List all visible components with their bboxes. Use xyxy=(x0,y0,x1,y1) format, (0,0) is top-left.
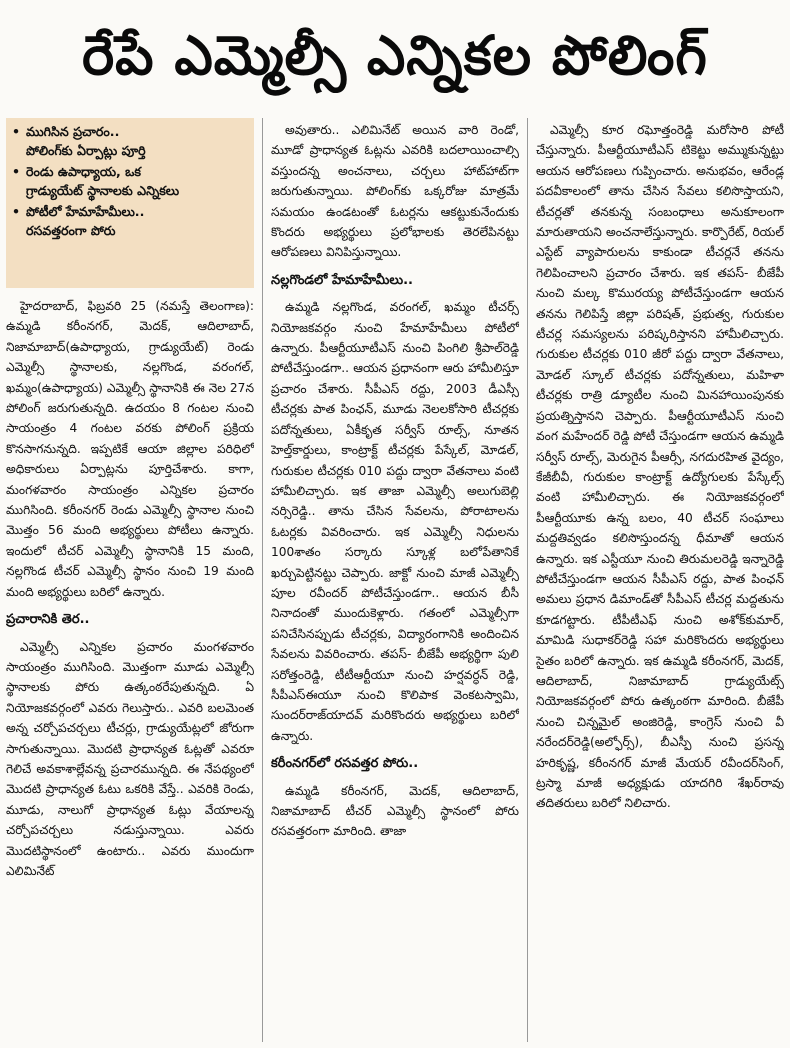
paragraph: ఉమ్మడి నల్లగొండ, వరంగల్, ఖమ్మం టీచర్స్ నియోజకవర్గం నుంచి హేమాహేమీలు పోటీలో ఉన్నారు. పీఆర్టీయూటీఎస్ నుంచి పింగిలి శ్రీపాల్‌రెడ్డి పోటీచేస్తుండగా.. ఆయన ప్రధానంగా ఆరు హామీలిస్తూ ప్రచారం చేశారు. సీపీఎస్ రద్దు, 2003 డీఎస్సీ టీచర్లకు పాత పింఛన్, మూడు నెలలకోసారి టీచర్లకు పదోన్నతులు, ఏకీకృత సర్వీస్ రూల్స్, నూతన హెల్త్‌కార్డులు, కాంట్రాక్ట్ టీచర్లకు పేస్కేల్, మోడల్, గురుకుల టీచర్లకు 010 పద్దు ద్వారా వేతనాలు వంటి హామీలిచ్చారు. ఇక తాజా ఎమ్మెల్సీ అలుగుబెల్లి నర్సిరెడ్డి.. తాను చేసిన సేవలను, పోరాటాలను ఓటర్లకు వివరించారు. ఇక ఎమ్మెల్సీ నిధులను 100శాతం సర్కారు స్కూళ్ల బలోపేతానికే ఖర్చుపెట్టినట్టు చెప్పారు. జాక్టో నుంచి మాజీ ఎమ్మెల్సీ పూల రవీందర్ పోటీచేస్తుండగా.. ఆయన బీసీ నినాదంతో ముందుకెళ్లారు. గతంలో ఎమ్మెల్సీగా పనిచేసినప్పుడు టీచర్లకు, విద్యారంగానికి అందించిన సేవలను వివరించారు. తపస్- బీజేపీ అభ్యర్థిగా పులి సరోత్తంరెడ్డి, టీటీఆర్టీయూ నుంచి హర్షవర్ధన్ రెడ్డి, సీపీఎస్‌ఈయూ నుంచి కొలిపాక వెంకటస్వామి, సుందర్‌రాజ్‌యాదవ్ మరికొందరు అభ్యర్థులు బరిలో ఉన్నారు. xyxy=(271,300,519,743)
paragraph: హైదరాబాద్, ఫిబ్రవరి 25 (నమస్తే తెలంగాణ): ఉమ్మడి కరీంనగర్, మెదక్, ఆదిలాబాద్, నిజామాబాద్(ఉపాధ్యాయ, గ్రాడ్యుయేట్) రెండు ఎమ్మెల్సీ స్థానాలకు, నల్లగొండ, వరంగల్, ఖమ్మం(ఉపాధ్యాయ) ఎమ్మెల్సీ స్థానానికి ఈ నెల 27న పోలింగ్ జరుగుతున్నది. ఉదయం 8 గంటల నుంచి సాయంత్రం 4 గంటల వరకు పోలింగ్ ప్రక్రియ కొనసాగనున్నది. ఇప్పటికే ఆయా జిల్లాల పరిధిలో అధికారులు ఏర్పాట్లను పూర్తిచేశారు. కాగా, మంగళవారం సాయంత్రం ఎన్నికల ప్రచారం ముగిసింది. కరీంనగర్ రెండు ఎమ్మెల్సీ స్థానాల నుంచి మొత్తం 56 మంది అభ్యర్థులు పోటీలు ఉన్నారు. ఇందులో టీచర్ ఎమ్మెల్సీ స్థానానికి 15 మంది, నల్లగొండ టీచర్ ఎమ్మెల్సీ స్థానం నుంచి 19 మంది మంది అభ్యర్థులు బరిలో ఉన్నారు. xyxy=(6,299,254,599)
highlight-line: పోలింగ్‌కు ఏర్పాట్లు పూర్తి xyxy=(26,143,146,158)
highlight-line: రెండు ఉపాధ్యాయ, ఒక xyxy=(26,164,141,179)
highlight-item xyxy=(12,122,248,160)
highlights-box xyxy=(6,118,254,288)
subheading: నల్లగొండలో హేమాహేమీలు.. xyxy=(271,272,413,288)
bullet-icon: • xyxy=(12,124,21,139)
column-1 xyxy=(6,296,254,1042)
highlight-item xyxy=(12,162,248,200)
highlight-line: గ్రాడ్యుయేట్ స్థానాలకు ఎన్నికలు xyxy=(26,183,180,198)
paragraph: ఎమ్మెల్సీ కూర రఘోత్తంరెడ్డి మరోసారి పోటీ చేస్తున్నారు. పీఆర్టీయూటీఎస్ టికెట్టు అమ్ముకున్నట్టు ఆయన ఆరోపణలు గుప్పించారు. అనుభవం, ఆరేండ్ల పదవీకాలంలో తాను చేసిన సేవలు కలిసొస్తాయని, టీచర్లతో తనకున్న సంబంధాలు అనుకూలంగా మారుతాయని అంచనాలేస్తున్నారు. కార్పొరేట్, రియల్ ఎస్టేట్ వ్యాపారులను కాకుండా టీచర్లనే తనను గెలిపించాలని ప్రచారం చేశారు. ఇక తపస్- బీజేపీ నుంచి మల్క కొమురయ్య పోటీచేస్తుండగా ఆయన తనను గెలిపిస్తే జిల్లా పరిషత్, ప్రభుత్వ, గురుకుల టీచర్ల సమస్యలను పరిష్కరిస్తానని హామీలిచ్చారు. గురుకుల టీచర్లకు 010 జీరో పద్దు ద్వారా వేతనాలు, మోడల్ స్కూల్ టీచర్లకు పదోన్నతులు, మహిళా టీచర్లకు రాత్రి డ్యూటీల నుంచి మినహాయింపునకు ప్రయత్నిస్తానని చెప్పారు. పీఆర్టీయూటీఎస్ నుంచి వంగ మహేందర్ రెడ్డి పోటీ చేస్తుండగా ఆయన ఉమ్మడి సర్వీస్ రూల్స్, మెరుగైన పీఆర్సీ, నగదురహిత వైద్యం, కేజీబీవీ, గురుకుల కాంట్రాక్ట్ ఉద్యోగులకు పేస్కేల్స్ వంటి హామీలిచ్చారు. ఈ నియోజకవర్గంలో పీఆర్టీయూకు ఉన్న బలం, 40 టీచర్ సంఘాలు మద్దతివ్వడం కలిసొస్తుందన్న ధీమాతో ఆయన ఉన్నారు. ఇక ఎస్టీయూ నుంచి తిరుమలరెడ్డి ఇన్నారెడ్డి పోటీచేస్తుండగా ఆయన సీపీఎస్ రద్దు, పాత పింఛన్ అమలు ప్రధాన డిమాండ్‌తో సీపీఎస్ టీచర్ల మద్దతును కూడగట్టారు. టీపీటీఎఫ్ నుంచి అశోక్‌కుమార్, మామిడి సుధాకర్‌రెడ్డి సహా మరికొందరు అభ్యర్థులు సైతం బరిలో ఉన్నారు. ఇక ఉమ్మడి కరీంనగర్, మెదక్, ఆదిలాబాద్, నిజామాబాద్ గ్రాడ్యుయేట్స్ నియోజకవర్గంలో పోరు ఉత్కంఠగా మారింది. బీజేపీ నుంచి చిన్నమైల్ అంజిరెడ్డి, కాంగ్రెస్ నుంచి వీ నరేందర్‌రెడ్డి(అల్ఫోర్స్), బీఎస్పీ నుంచి ప్రసన్న హరికృష్ణ, కరీంనగర్ మాజీ మేయర్ రవీందర్‌సింగ్, ట్రస్మా మాజీ అధ్యక్షుడు యాదగిరి శేఖర్‌రావు తదితరులు బరిలో నిలిచారు. xyxy=(536,123,784,811)
highlight-line: ముగిసిన ప్రచారం.. xyxy=(26,124,120,139)
paragraph: ఎమ్మెల్సీ ఎన్నికల ప్రచారం మంగళవారం సాయంత్రం ముగిసింది. మొత్తంగా మూడు ఎమ్మెల్సీ స్థానాలకు పోరు ఉత్కంఠరేపుతున్నది. ఏ నియోజకవర్గంలో ఎవరు గెలుస్తారు.. ఎవరి బలమెంత అన్న చర్చోపచర్చలు టీచర్లు, గ్రాడ్యుయేట్లలో జోరుగా సాగుతున్నాయి. మొదటి ప్రాధాన్యత ఓట్లతో ఎవరూ గెలిచే అవకాశాల్లేవన్న ప్రచారమున్నది. ఈ నేపథ్యంలో మొదటి ప్రాధాన్యత ఓటు ఒకరికి వేస్తే.. ఎవరికి రెండు, మూడు, నాలుగో ప్రాధాన్యత ఓట్లు వేయాలన్న చర్చోపచర్చలు నడుస్తున్నాయి. ఎవరు మొదటిస్థానంలో ఉంటారు.. ఎవరు ముందుగా ఎలిమినేట్ xyxy=(6,639,254,878)
column-divider xyxy=(262,118,263,1042)
column-2 xyxy=(271,120,519,1042)
highlight-line: రసవత్తరంగా పోరు xyxy=(26,223,116,238)
bullet-icon: • xyxy=(12,164,21,179)
subheading: ప్రచారానికి తెర.. xyxy=(6,612,90,628)
paragraph: అవుతారు.. ఎలిమినేట్ అయిన వారి రెండో, మూడో ప్రాధాన్యత ఓట్లను ఎవరికి బదలాయించాల్సి వస్తుందన్న అంచనాలు, చర్చలు హాట్‌హాట్‌గా జరుగుతున్నాయి. పోలింగ్‌కు ఒక్కరోజు మాత్రమే సమయం ఉండటంతో ఓటర్లను ఆకట్టుకునేందుకు కొందరు అభ్యర్థులు ప్రలోభాలకు తెరలేపినట్టు ఆరోపణలు వినిపిస్తున్నాయి. xyxy=(271,123,519,260)
column-3 xyxy=(536,120,784,1042)
bullet-icon: • xyxy=(12,204,21,219)
highlight-item xyxy=(12,202,248,240)
column-divider xyxy=(527,118,528,1042)
paragraph: ఉమ్మడి కరీంనగర్, మెదక్, ఆదిలాబాద్, నిజామాబాద్ టీచర్ ఎమ్మెల్సీ స్థానంలో పోరు రసవత్తరంగా మారింది. తాజా xyxy=(271,783,519,839)
highlight-line: పోటీలో హేమాహేమీలు.. xyxy=(26,204,145,219)
headline: రేపే ఎమ్మెల్సీ ఎన్నికల పోలింగ్ xyxy=(82,24,708,87)
subheading: కరీంనగర్‌లో రసవత్తర పోరు.. xyxy=(271,756,419,772)
